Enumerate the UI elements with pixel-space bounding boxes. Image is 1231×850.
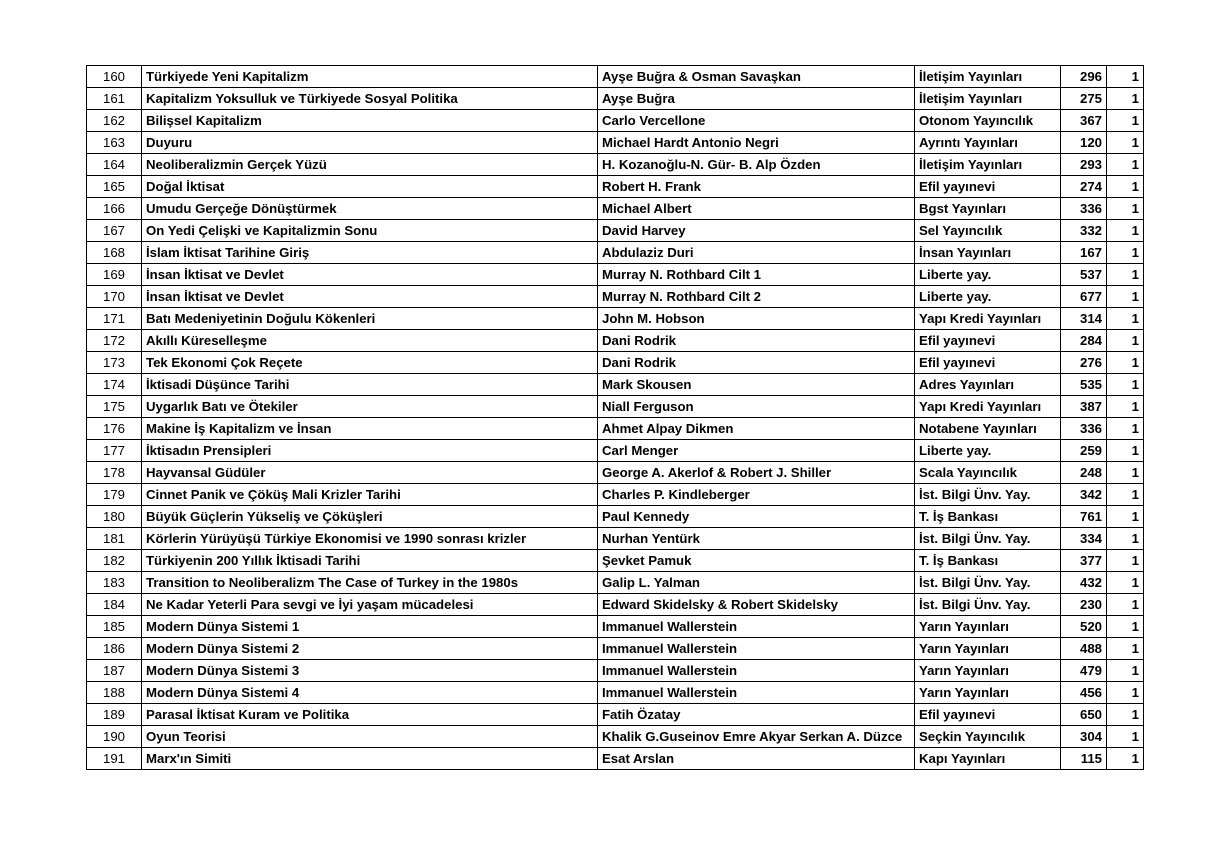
book-publisher: Yapı Kredi Yayınları (915, 396, 1061, 418)
book-publisher: İst. Bilgi Ünv. Yay. (915, 572, 1061, 594)
quantity: 1 (1107, 638, 1144, 660)
page-count: 336 (1061, 198, 1107, 220)
quantity: 1 (1107, 418, 1144, 440)
quantity: 1 (1107, 682, 1144, 704)
page-count: 296 (1061, 66, 1107, 88)
table-row (87, 308, 1144, 330)
book-title: Tek Ekonomi Çok Reçete (142, 352, 598, 374)
row-number: 169 (87, 264, 142, 286)
quantity: 1 (1107, 726, 1144, 748)
row-number: 176 (87, 418, 142, 440)
row-number: 181 (87, 528, 142, 550)
row-number: 175 (87, 396, 142, 418)
table-row (87, 198, 1144, 220)
book-author: Robert H. Frank (598, 176, 915, 198)
quantity: 1 (1107, 132, 1144, 154)
book-publisher: Yapı Kredi Yayınları (915, 308, 1061, 330)
quantity: 1 (1107, 66, 1144, 88)
table-row (87, 550, 1144, 572)
book-title: Duyuru (142, 132, 598, 154)
book-author: John M. Hobson (598, 308, 915, 330)
table-row (87, 242, 1144, 264)
book-publisher: T. İş Bankası (915, 550, 1061, 572)
book-publisher: Liberte yay. (915, 440, 1061, 462)
table-row (87, 748, 1144, 770)
book-author: George A. Akerlof & Robert J. Shiller (598, 462, 915, 484)
row-number: 166 (87, 198, 142, 220)
book-title: Ne Kadar Yeterli Para sevgi ve İyi yaşam mücadelesi (142, 594, 598, 616)
book-author: Carlo Vercellone (598, 110, 915, 132)
book-author: Carl Menger (598, 440, 915, 462)
row-number: 160 (87, 66, 142, 88)
quantity: 1 (1107, 616, 1144, 638)
row-number: 185 (87, 616, 142, 638)
row-number: 188 (87, 682, 142, 704)
book-publisher: İst. Bilgi Ünv. Yay. (915, 594, 1061, 616)
book-title: Büyük Güçlerin Yükseliş ve Çöküşleri (142, 506, 598, 528)
table-row (87, 286, 1144, 308)
book-title: Modern Dünya Sistemi 3 (142, 660, 598, 682)
row-number: 186 (87, 638, 142, 660)
book-author: Charles P. Kindleberger (598, 484, 915, 506)
table-row (87, 66, 1144, 88)
book-title: Kapitalizm Yoksulluk ve Türkiyede Sosyal Politika (142, 88, 598, 110)
page-count: 314 (1061, 308, 1107, 330)
book-title: Bilişsel Kapitalizm (142, 110, 598, 132)
book-publisher: Efil yayınevi (915, 704, 1061, 726)
book-publisher: Scala Yayıncılık (915, 462, 1061, 484)
table-row (87, 616, 1144, 638)
page-count: 230 (1061, 594, 1107, 616)
row-number: 183 (87, 572, 142, 594)
quantity: 1 (1107, 506, 1144, 528)
quantity: 1 (1107, 374, 1144, 396)
book-title: Oyun Teorisi (142, 726, 598, 748)
page-count: 479 (1061, 660, 1107, 682)
book-author: Niall Ferguson (598, 396, 915, 418)
book-author: Edward Skidelsky & Robert Skidelsky (598, 594, 915, 616)
page-count: 276 (1061, 352, 1107, 374)
row-number: 184 (87, 594, 142, 616)
page-count: 537 (1061, 264, 1107, 286)
page-count: 304 (1061, 726, 1107, 748)
book-title: Körlerin Yürüyüşü Türkiye Ekonomisi ve 1990 sonrası krizler (142, 528, 598, 550)
row-number: 180 (87, 506, 142, 528)
book-publisher: İst. Bilgi Ünv. Yay. (915, 528, 1061, 550)
book-title: İslam İktisat Tarihine Giriş (142, 242, 598, 264)
book-title: Akıllı Küreselleşme (142, 330, 598, 352)
row-number: 177 (87, 440, 142, 462)
book-author: Paul Kennedy (598, 506, 915, 528)
book-author: Nurhan Yentürk (598, 528, 915, 550)
quantity: 1 (1107, 660, 1144, 682)
book-publisher: Liberte yay. (915, 264, 1061, 286)
quantity: 1 (1107, 572, 1144, 594)
page-count: 334 (1061, 528, 1107, 550)
book-author: Michael Hardt Antonio Negri (598, 132, 915, 154)
book-author: Mark Skousen (598, 374, 915, 396)
book-author: Immanuel Wallerstein (598, 638, 915, 660)
table-row (87, 352, 1144, 374)
book-publisher: Bgst Yayınları (915, 198, 1061, 220)
book-author: Murray N. Rothbard Cilt 2 (598, 286, 915, 308)
row-number: 162 (87, 110, 142, 132)
book-author: Esat Arslan (598, 748, 915, 770)
row-number: 190 (87, 726, 142, 748)
book-publisher: Kapı Yayınları (915, 748, 1061, 770)
row-number: 174 (87, 374, 142, 396)
table-row (87, 660, 1144, 682)
book-title: Türkiyede Yeni Kapitalizm (142, 66, 598, 88)
book-title: Modern Dünya Sistemi 4 (142, 682, 598, 704)
quantity: 1 (1107, 528, 1144, 550)
quantity: 1 (1107, 330, 1144, 352)
quantity: 1 (1107, 352, 1144, 374)
book-publisher: Efil yayınevi (915, 176, 1061, 198)
table-row (87, 396, 1144, 418)
book-publisher: T. İş Bankası (915, 506, 1061, 528)
quantity: 1 (1107, 594, 1144, 616)
row-number: 165 (87, 176, 142, 198)
page-count: 456 (1061, 682, 1107, 704)
table-row (87, 440, 1144, 462)
book-author: H. Kozanoğlu-N. Gür- B. Alp Özden (598, 154, 915, 176)
book-title: Uygarlık Batı ve Ötekiler (142, 396, 598, 418)
row-number: 172 (87, 330, 142, 352)
row-number: 163 (87, 132, 142, 154)
row-number: 167 (87, 220, 142, 242)
row-number: 179 (87, 484, 142, 506)
table-row (87, 594, 1144, 616)
book-title: Marx'ın Simiti (142, 748, 598, 770)
book-author: Michael Albert (598, 198, 915, 220)
book-publisher: Yarın Yayınları (915, 616, 1061, 638)
page-count: 275 (1061, 88, 1107, 110)
book-title: Modern Dünya Sistemi 1 (142, 616, 598, 638)
book-author: Dani Rodrik (598, 352, 915, 374)
table-row (87, 462, 1144, 484)
table-row (87, 638, 1144, 660)
book-title: Doğal İktisat (142, 176, 598, 198)
book-title: Türkiyenin 200 Yıllık İktisadi Tarihi (142, 550, 598, 572)
book-publisher: Otonom Yayıncılık (915, 110, 1061, 132)
book-table (86, 65, 1144, 770)
quantity: 1 (1107, 242, 1144, 264)
book-title: Modern Dünya Sistemi 2 (142, 638, 598, 660)
row-number: 171 (87, 308, 142, 330)
quantity: 1 (1107, 154, 1144, 176)
book-author: Galip L. Yalman (598, 572, 915, 594)
page-count: 342 (1061, 484, 1107, 506)
quantity: 1 (1107, 550, 1144, 572)
table-row (87, 682, 1144, 704)
book-publisher: Liberte yay. (915, 286, 1061, 308)
table-row (87, 484, 1144, 506)
table-row (87, 418, 1144, 440)
quantity: 1 (1107, 88, 1144, 110)
quantity: 1 (1107, 704, 1144, 726)
quantity: 1 (1107, 462, 1144, 484)
book-publisher: İst. Bilgi Ünv. Yay. (915, 484, 1061, 506)
quantity: 1 (1107, 220, 1144, 242)
book-author: Khalik G.Guseinov Emre Akyar Serkan A. Düzce (598, 726, 915, 748)
page-count: 293 (1061, 154, 1107, 176)
table-row (87, 88, 1144, 110)
book-table-body (87, 66, 1144, 770)
page-count: 336 (1061, 418, 1107, 440)
book-author: Dani Rodrik (598, 330, 915, 352)
row-number: 168 (87, 242, 142, 264)
row-number: 161 (87, 88, 142, 110)
page-count: 259 (1061, 440, 1107, 462)
book-publisher: İletişim Yayınları (915, 66, 1061, 88)
book-author: Ayşe Buğra (598, 88, 915, 110)
book-title: İktisadın Prensipleri (142, 440, 598, 462)
quantity: 1 (1107, 440, 1144, 462)
book-author: Ayşe Buğra & Osman Savaşkan (598, 66, 915, 88)
quantity: 1 (1107, 286, 1144, 308)
table-row (87, 374, 1144, 396)
row-number: 164 (87, 154, 142, 176)
table-row (87, 506, 1144, 528)
book-publisher: Sel Yayıncılık (915, 220, 1061, 242)
quantity: 1 (1107, 308, 1144, 330)
book-author: Fatih Özatay (598, 704, 915, 726)
book-author: Immanuel Wallerstein (598, 660, 915, 682)
row-number: 191 (87, 748, 142, 770)
book-author: David Harvey (598, 220, 915, 242)
table-row (87, 176, 1144, 198)
table-row (87, 264, 1144, 286)
page-count: 274 (1061, 176, 1107, 198)
book-author: Immanuel Wallerstein (598, 616, 915, 638)
book-publisher: Efil yayınevi (915, 330, 1061, 352)
quantity: 1 (1107, 748, 1144, 770)
book-title: Neoliberalizmin Gerçek Yüzü (142, 154, 598, 176)
page-count: 677 (1061, 286, 1107, 308)
book-publisher: İletişim Yayınları (915, 154, 1061, 176)
book-title: On Yedi Çelişki ve Kapitalizmin Sonu (142, 220, 598, 242)
quantity: 1 (1107, 176, 1144, 198)
page-count: 284 (1061, 330, 1107, 352)
book-publisher: Notabene Yayınları (915, 418, 1061, 440)
book-author: Abdulaziz Duri (598, 242, 915, 264)
book-title: Batı Medeniyetinin Doğulu Kökenleri (142, 308, 598, 330)
quantity: 1 (1107, 110, 1144, 132)
page-count: 120 (1061, 132, 1107, 154)
row-number: 178 (87, 462, 142, 484)
page-count: 387 (1061, 396, 1107, 418)
book-title: Transition to Neoliberalizm The Case of Turkey in the 1980s (142, 572, 598, 594)
row-number: 187 (87, 660, 142, 682)
page-count: 761 (1061, 506, 1107, 528)
book-author: Ahmet Alpay Dikmen (598, 418, 915, 440)
book-author: Şevket Pamuk (598, 550, 915, 572)
table-row (87, 726, 1144, 748)
book-list-sheet (86, 65, 1144, 770)
book-title: Makine İş Kapitalizm ve İnsan (142, 418, 598, 440)
table-row (87, 572, 1144, 594)
row-number: 173 (87, 352, 142, 374)
table-row (87, 528, 1144, 550)
table-row (87, 132, 1144, 154)
book-title: Umudu Gerçeğe Dönüştürmek (142, 198, 598, 220)
book-title: İktisadi Düşünce Tarihi (142, 374, 598, 396)
page-count: 115 (1061, 748, 1107, 770)
row-number: 182 (87, 550, 142, 572)
table-row (87, 330, 1144, 352)
row-number: 189 (87, 704, 142, 726)
page-count: 248 (1061, 462, 1107, 484)
book-publisher: Seçkin Yayıncılık (915, 726, 1061, 748)
book-publisher: İnsan Yayınları (915, 242, 1061, 264)
book-title: Parasal İktisat Kuram ve Politika (142, 704, 598, 726)
book-title: Cinnet Panik ve Çöküş Mali Krizler Tarihi (142, 484, 598, 506)
book-author: Murray N. Rothbard Cilt 1 (598, 264, 915, 286)
table-row (87, 704, 1144, 726)
page-count: 377 (1061, 550, 1107, 572)
quantity: 1 (1107, 396, 1144, 418)
book-publisher: Ayrıntı Yayınları (915, 132, 1061, 154)
book-publisher: Yarın Yayınları (915, 682, 1061, 704)
table-row (87, 110, 1144, 132)
book-publisher: Efil yayınevi (915, 352, 1061, 374)
book-title: Hayvansal Güdüler (142, 462, 598, 484)
row-number: 170 (87, 286, 142, 308)
book-publisher: İletişim Yayınları (915, 88, 1061, 110)
quantity: 1 (1107, 198, 1144, 220)
quantity: 1 (1107, 484, 1144, 506)
book-publisher: Yarın Yayınları (915, 660, 1061, 682)
page-count: 535 (1061, 374, 1107, 396)
page-count: 432 (1061, 572, 1107, 594)
page-count: 367 (1061, 110, 1107, 132)
quantity: 1 (1107, 264, 1144, 286)
page-count: 650 (1061, 704, 1107, 726)
page-count: 520 (1061, 616, 1107, 638)
page-count: 167 (1061, 242, 1107, 264)
table-row (87, 154, 1144, 176)
book-publisher: Yarın Yayınları (915, 638, 1061, 660)
book-title: İnsan İktisat ve Devlet (142, 286, 598, 308)
page-count: 332 (1061, 220, 1107, 242)
book-author: Immanuel Wallerstein (598, 682, 915, 704)
book-publisher: Adres Yayınları (915, 374, 1061, 396)
book-title: İnsan İktisat ve Devlet (142, 264, 598, 286)
table-row (87, 220, 1144, 242)
page-count: 488 (1061, 638, 1107, 660)
